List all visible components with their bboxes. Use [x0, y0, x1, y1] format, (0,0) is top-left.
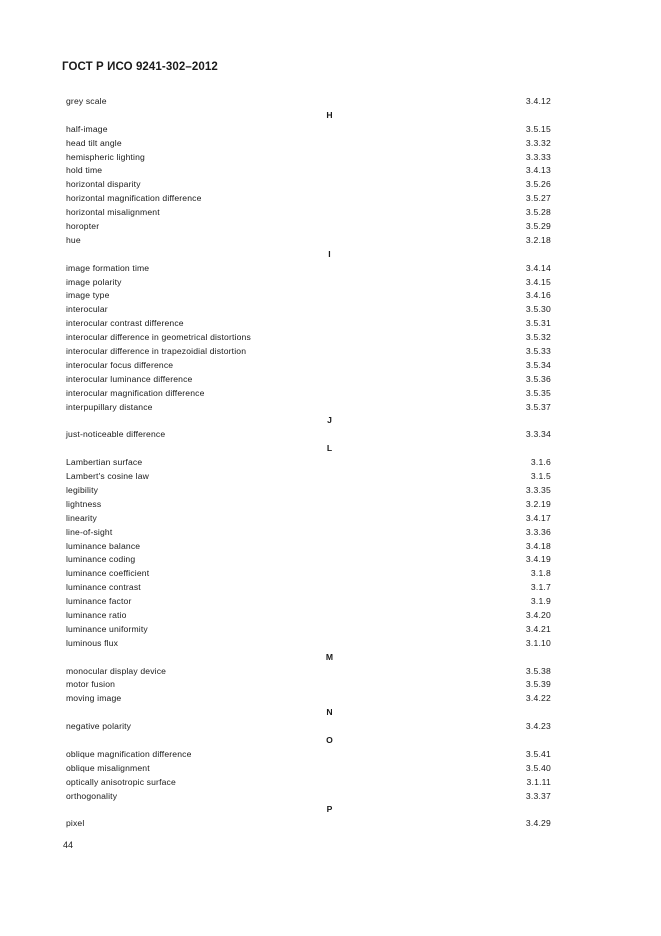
index-entry [66, 276, 551, 290]
index-entry [66, 470, 551, 484]
section-letter: M [325, 651, 334, 662]
entry-reference: 3.4.16 [525, 290, 551, 301]
entry-reference: 3.1.10 [525, 637, 551, 648]
index-entry [66, 692, 551, 706]
entry-term: horizontal disparity [66, 179, 141, 190]
entry-term: luminance balance [66, 540, 141, 551]
index-entry [66, 512, 551, 526]
entry-reference: 3.3.35 [525, 484, 551, 495]
entry-reference: 3.4.23 [525, 721, 551, 732]
entry-reference: 3.5.29 [525, 221, 551, 232]
entry-term: monocular display device [66, 665, 167, 676]
entry-term: interocular difference in geometrical distortions [66, 332, 251, 343]
index-entry [66, 428, 551, 442]
page-number: 44 [63, 840, 74, 850]
entry-reference: 3.1.6 [530, 457, 551, 468]
entry-reference: 3.4.15 [525, 276, 551, 287]
index-entry [66, 581, 551, 595]
entry-term: grey scale [66, 96, 107, 106]
entry-term: luminous flux [66, 637, 119, 648]
index-entry [66, 95, 551, 109]
entry-reference: 3.3.33 [525, 151, 551, 162]
entry-reference: 3.3.36 [525, 526, 551, 537]
entry-reference: 3.3.34 [525, 429, 551, 440]
entry-term: luminance coding [66, 554, 136, 565]
entry-term: moving image [66, 693, 122, 704]
index-entry [66, 331, 551, 345]
index-entry [66, 262, 551, 276]
index-entry [66, 317, 551, 331]
index-entry [66, 678, 551, 692]
entry-term: oblique misalignment [66, 762, 150, 773]
index-entry [66, 776, 551, 790]
entry-reference: 3.5.26 [525, 179, 551, 190]
index-entry [66, 595, 551, 609]
index-entry [66, 137, 551, 151]
section-letter: N [326, 707, 333, 718]
index-entry [66, 609, 551, 623]
entry-reference: 3.5.32 [525, 332, 551, 343]
index-entry [66, 164, 551, 178]
entry-reference: 3.4.14 [525, 262, 551, 273]
entry-reference: 3.5.33 [525, 346, 551, 357]
section-letter: J [327, 415, 332, 426]
entry-reference: 3.4.29 [525, 818, 551, 829]
entry-reference: 3.5.41 [525, 748, 551, 759]
index-entry [66, 484, 551, 498]
index-entry [66, 498, 551, 512]
entry-reference: 3.4.13 [525, 165, 551, 176]
entry-term: optically anisotropic surface [66, 776, 176, 787]
entry-reference: 3.4.19 [525, 554, 551, 565]
entry-reference: 3.5.37 [525, 401, 551, 412]
index-entry [66, 540, 551, 554]
entry-reference: 3.5.39 [525, 679, 551, 690]
index-entry [66, 748, 551, 762]
entry-term: hemispheric lighting [66, 151, 145, 162]
index-entry [66, 178, 551, 192]
index-entry [66, 790, 551, 804]
document-header-title: ГОСТ Р ИСО 9241-302–2012 [62, 61, 218, 73]
entry-term: Lambertian surface [66, 457, 143, 468]
entry-term: luminance ratio [66, 609, 127, 620]
entry-reference: 3.3.32 [525, 137, 551, 148]
entry-reference: 3.5.34 [525, 359, 551, 370]
entry-reference: 3.4.18 [525, 540, 551, 551]
entry-reference: 3.4.22 [525, 693, 551, 704]
index-entry [66, 526, 551, 540]
entry-term: legibility [66, 484, 99, 495]
entry-reference: 3.4.20 [525, 609, 551, 620]
index-entry [66, 623, 551, 637]
entry-term: horizontal misalignment [66, 207, 160, 218]
entry-term: hold time [66, 165, 103, 176]
entry-reference: 3.3.37 [525, 790, 551, 801]
index-entry [66, 220, 551, 234]
entry-term: interocular [66, 304, 108, 315]
index-entry [66, 665, 551, 679]
entry-reference: 3.1.5 [530, 471, 551, 482]
index-entry [66, 289, 551, 303]
index-entry [66, 817, 551, 831]
index-entry [66, 192, 551, 206]
entry-reference: 3.5.40 [525, 762, 551, 773]
entry-term: pixel [66, 818, 85, 829]
entry-term: interocular difference in trapezoidial distortion [66, 346, 247, 357]
section-letter: H [326, 109, 333, 120]
entry-term: luminance uniformity [66, 623, 148, 634]
entry-term: Lambert's cosine law [66, 471, 149, 482]
section-letter: I [328, 248, 331, 259]
entry-term: linearity [66, 512, 97, 523]
entry-reference: 3.2.19 [525, 498, 551, 509]
index-entry [66, 234, 551, 248]
entry-reference: 3.4.17 [525, 512, 551, 523]
entry-reference: 3.5.30 [525, 304, 551, 315]
index-entry [66, 206, 551, 220]
entry-reference: 3.1.9 [530, 596, 551, 607]
entry-term: interocular focus difference [66, 359, 174, 370]
index-entry [66, 762, 551, 776]
entry-reference: 3.4.21 [525, 623, 551, 634]
entry-reference: 3.2.18 [525, 234, 551, 245]
index-entry [66, 151, 551, 165]
entry-term: motor fusion [66, 679, 116, 690]
index-entry [66, 637, 551, 651]
entry-term: orthogonality [66, 790, 118, 801]
entry-term: luminance coefficient [66, 568, 150, 579]
index-entry [66, 401, 551, 415]
entry-term: line-of-sight [66, 526, 113, 537]
section-letter: L [326, 443, 333, 454]
index-entry [66, 456, 551, 470]
entry-term: image formation time [66, 262, 150, 273]
entry-reference: 3.1.11 [526, 776, 551, 787]
index-entry [66, 373, 551, 387]
index-entry [66, 567, 551, 581]
entry-term: image polarity [66, 276, 122, 287]
section-letter: P [326, 804, 333, 815]
entry-reference: 3.4.12 [525, 96, 551, 106]
entry-reference: 3.5.27 [525, 193, 551, 204]
entry-reference: 3.5.15 [525, 123, 551, 134]
section-letter: O [326, 734, 333, 745]
entry-term: image type [66, 290, 110, 301]
index-entry [66, 345, 551, 359]
entry-term: horopter [66, 221, 100, 232]
entry-reference: 3.5.28 [525, 207, 551, 218]
entry-reference: 3.5.36 [525, 373, 551, 384]
entry-reference: 3.1.8 [530, 568, 551, 579]
entry-term: horizontal magnification difference [66, 193, 202, 204]
index-entry [66, 387, 551, 401]
entry-term: negative polarity [66, 721, 132, 732]
entry-term: half-image [66, 123, 108, 134]
index-entry [66, 359, 551, 373]
entry-term: luminance contrast [66, 582, 141, 593]
index-entry [66, 553, 551, 567]
entry-reference: 3.5.31 [525, 318, 551, 329]
entry-term: head tilt angle [66, 137, 122, 148]
term-index [66, 95, 551, 831]
entry-reference: 3.1.7 [530, 582, 551, 593]
entry-reference: 3.5.35 [525, 387, 551, 398]
entry-term: oblique magnification difference [66, 748, 192, 759]
entry-term: hue [66, 234, 81, 245]
entry-term: interocular magnification difference [66, 387, 205, 398]
index-entry [66, 303, 551, 317]
entry-term: interocular luminance difference [66, 373, 193, 384]
entry-reference: 3.5.38 [525, 665, 551, 676]
entry-term: just-noticeable difference [66, 429, 166, 440]
entry-term: interpupillary distance [66, 401, 153, 412]
entry-term: interocular contrast difference [66, 318, 184, 329]
index-entry [66, 123, 551, 137]
entry-term: lightness [66, 498, 102, 509]
index-entry [66, 720, 551, 734]
entry-term: luminance factor [66, 596, 132, 607]
